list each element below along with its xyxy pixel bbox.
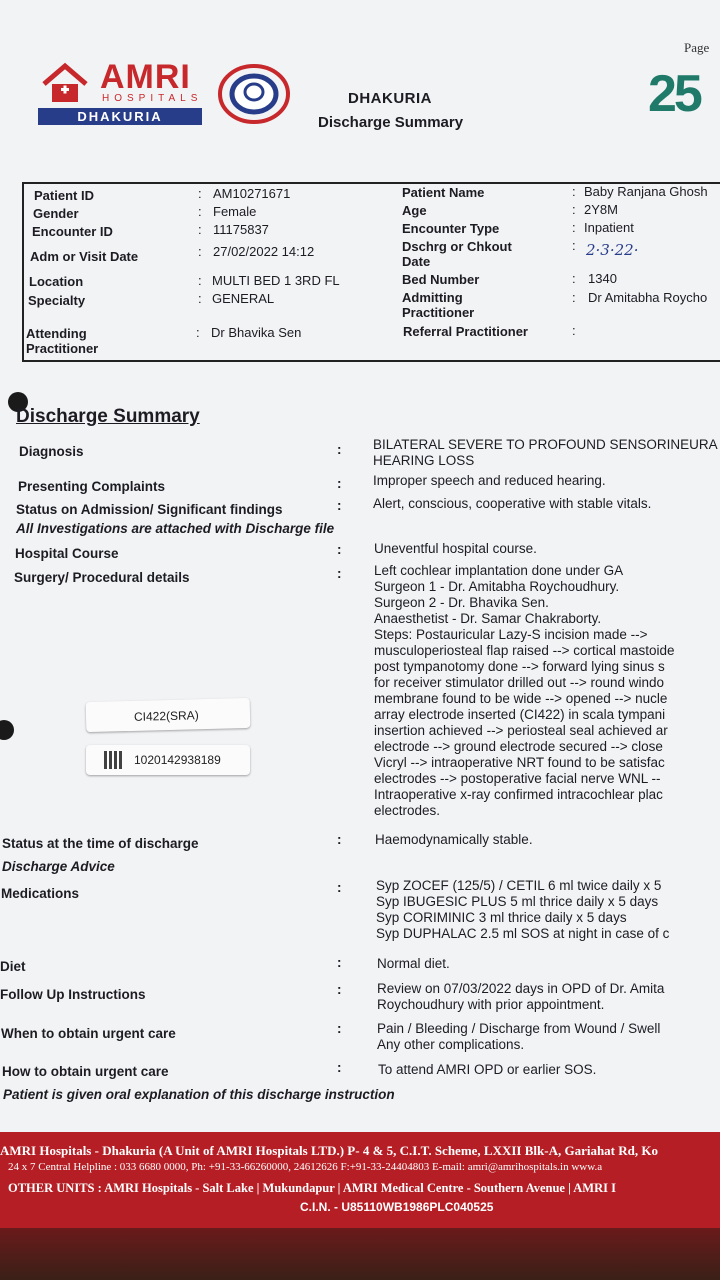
implant-sticker [86, 698, 251, 732]
patient-id-label: Patient ID [34, 188, 94, 203]
footer-other-units: OTHER UNITS : AMRI Hospitals - Salt Lake | Mukundapur | AMRI Medical Centre - Southern Avenue | AMRI I [8, 1181, 616, 1195]
gender-label: Gender [33, 206, 79, 221]
specialty-value: GENERAL [212, 291, 275, 306]
logo-branch: DHAKURIA [38, 108, 202, 125]
colon: : [337, 982, 342, 997]
discharge-date-label-2: Date [402, 254, 431, 269]
background-surface [0, 1228, 720, 1280]
discharge-date-label: Dschrg or Chkout [402, 239, 512, 254]
encounter-id-label: Encounter ID [32, 224, 113, 239]
colon: : [198, 204, 202, 219]
surgery-value: Left cochlear implantation done under GA Surgeon 1 - Dr. Amitabha Roychoudhury. Surgeon 2 - Dr. Bhavika Sen. Anaesthetist - Dr. Samar Chakraborty. Steps: Postauricular Lazy-S incision made --> musculoperiosteal flap raised --> cortical mastoide post tympanotomy done --> forward lying sinus s for receiver stimulator drilled out --> round windo membrane found to be wide --> opened --> nucle array electrode inserted (CI422) in scala tympani insertion achieved --> periosteal seal achieved ar electrode --> ground electrode secured --> close Vicryl --> intraoperative NRT found to be satisfac electrodes --> postoperative facial nerve WNL -- Intraoperative x-ray confirmed intracochlear plac electrodes. [374, 563, 675, 818]
patient-name-value: Baby Ranjana Ghosh [584, 184, 708, 199]
colon: : [337, 880, 342, 895]
attending-label: Attending [26, 326, 87, 341]
how-urgent-value: To attend AMRI OPD or earlier SOS. [378, 1062, 597, 1077]
bed-number-label: Bed Number [402, 272, 480, 287]
discharge-date-handwritten: 2·3·22· [586, 241, 639, 259]
status-discharge-value: Haemodynamically stable. [375, 832, 533, 847]
encounter-id-value: 11175837 [213, 222, 269, 237]
admitting-label-2: Practitioner [402, 305, 475, 320]
complaints-value: Improper speech and reduced hearing. [373, 473, 606, 488]
complaints-label: Presenting Complaints [18, 479, 166, 494]
punch-hole [0, 720, 14, 740]
footer-band [0, 1132, 720, 1228]
section-title: Discharge Summary [16, 406, 200, 427]
attending-label-2: Practitioner [26, 341, 99, 356]
footer-contact: 24 x 7 Central Helpline : 033 6680 0000, Ph: +91-33-66260000, 24612626 F:+91-33-24404803 E-mail: amri@amrihospitals.in www.a [8, 1161, 603, 1173]
encounter-type-value: Inpatient [584, 220, 634, 235]
colon: : [572, 323, 576, 338]
colon: : [572, 290, 576, 305]
colon: : [337, 498, 342, 513]
bed-number-value: 1340 [588, 271, 617, 286]
age-value: 2Y8M [584, 202, 618, 217]
patient-id-value: AM10271671 [213, 186, 291, 201]
footer-cin: C.I.N. - U85110WB1986PLC040525 [300, 1200, 494, 1214]
nabh-seal-icon [218, 64, 290, 124]
patient-name-label: Patient Name [402, 185, 485, 200]
colon: : [572, 220, 576, 235]
surgery-label: Surgery/ Procedural details [14, 570, 190, 585]
adm-date-label: Adm or Visit Date [30, 249, 139, 264]
colon: : [572, 238, 576, 253]
status-admission-value: Alert, conscious, cooperative with stable vitals. [373, 496, 652, 511]
followup-value: Review on 07/03/2022 days in OPD of Dr. Amita Roychoudhury with prior appointment. [377, 981, 665, 1012]
specialty-label: Specialty [28, 293, 86, 308]
colon: : [572, 202, 576, 217]
colon: : [198, 244, 202, 259]
logo-brand: AMRI [100, 58, 191, 96]
colon: : [198, 291, 202, 306]
status-discharge-label: Status at the time of discharge [2, 836, 199, 851]
colon: : [572, 271, 576, 286]
referral-label: Referral Practitioner [403, 324, 528, 339]
age-label: Age [402, 203, 427, 218]
logo-subtitle: HOSPITALS [102, 93, 203, 104]
attending-value: Dr Bhavika Sen [211, 325, 302, 340]
colon: : [196, 325, 200, 340]
encounter-type-label: Encounter Type [402, 221, 500, 236]
colon: : [572, 184, 576, 199]
gender-value: Female [213, 204, 257, 219]
header-title: DHAKURIA [348, 90, 432, 107]
admitting-value: Dr Amitabha Roycho [588, 290, 708, 305]
colon: : [198, 273, 202, 288]
diagnosis-value: BILATERAL SEVERE TO PROFOUND SENSORINEURA HEARING LOSS [373, 437, 718, 468]
status-admission-label: Status on Admission/ Significant findings [16, 502, 283, 517]
qr-code-icon [104, 751, 122, 769]
colon: : [198, 186, 202, 201]
header-subtitle: Discharge Summary [318, 114, 464, 131]
how-urgent-label: How to obtain urgent care [2, 1064, 169, 1079]
location-label: Location [29, 274, 84, 289]
when-urgent-label: When to obtain urgent care [1, 1026, 176, 1041]
medications-label: Medications [1, 886, 80, 901]
admitting-label: Admitting [402, 290, 463, 305]
adm-date-value: 27/02/2022 14:12 [213, 244, 315, 259]
location-value: MULTI BED 1 3RD FL [212, 273, 340, 288]
discharge-advice-label: Discharge Advice [2, 859, 115, 874]
hospital-course-value: Uneventful hospital course. [374, 541, 537, 556]
hospital-course-label: Hospital Course [15, 546, 119, 561]
medications-value: Syp ZOCEF (125/5) / CETIL 6 ml twice daily x 5 Syp IBUGESIC PLUS 5 ml thrice daily x 5 days Syp CORIMINIC 3 ml thrice daily x 5 days Syp DUPHALAC 2.5 ml SOS at night in case of c [376, 878, 670, 941]
colon: : [337, 1060, 342, 1075]
footer-address: AMRI Hospitals - Dhakuria (A Unit of AMRI Hospitals LTD.) P- 4 & 5, C.I.T. Scheme, LXXII Blk-A, Gariahat Rd, Ko [0, 1143, 658, 1158]
colon: : [337, 566, 342, 581]
when-urgent-value: Pain / Bleeding / Discharge from Wound / Swell Any other complications. [377, 1021, 661, 1052]
oral-explanation-note: Patient is given oral explanation of this discharge instruction [3, 1087, 395, 1102]
diagnosis-label: Diagnosis [19, 444, 84, 459]
investigations-note: All Investigations are attached with Discharge file [16, 521, 335, 536]
colon: : [337, 832, 342, 847]
diet-value: Normal diet. [377, 956, 450, 971]
anniversary-badge: 25 [648, 65, 700, 123]
page-label: Page [684, 40, 710, 55]
colon: : [337, 476, 342, 491]
colon: : [337, 1021, 342, 1036]
serial-sticker [86, 745, 250, 775]
colon: : [198, 222, 202, 237]
implant-model: CI422(SRA) [133, 708, 199, 724]
colon: : [337, 955, 342, 970]
colon: : [337, 542, 342, 557]
diet-label: Diet [0, 959, 26, 974]
hospital-house-icon [40, 62, 90, 106]
implant-serial: 1020142938189 [134, 753, 221, 767]
colon: : [337, 442, 342, 457]
followup-label: Follow Up Instructions [0, 987, 146, 1002]
